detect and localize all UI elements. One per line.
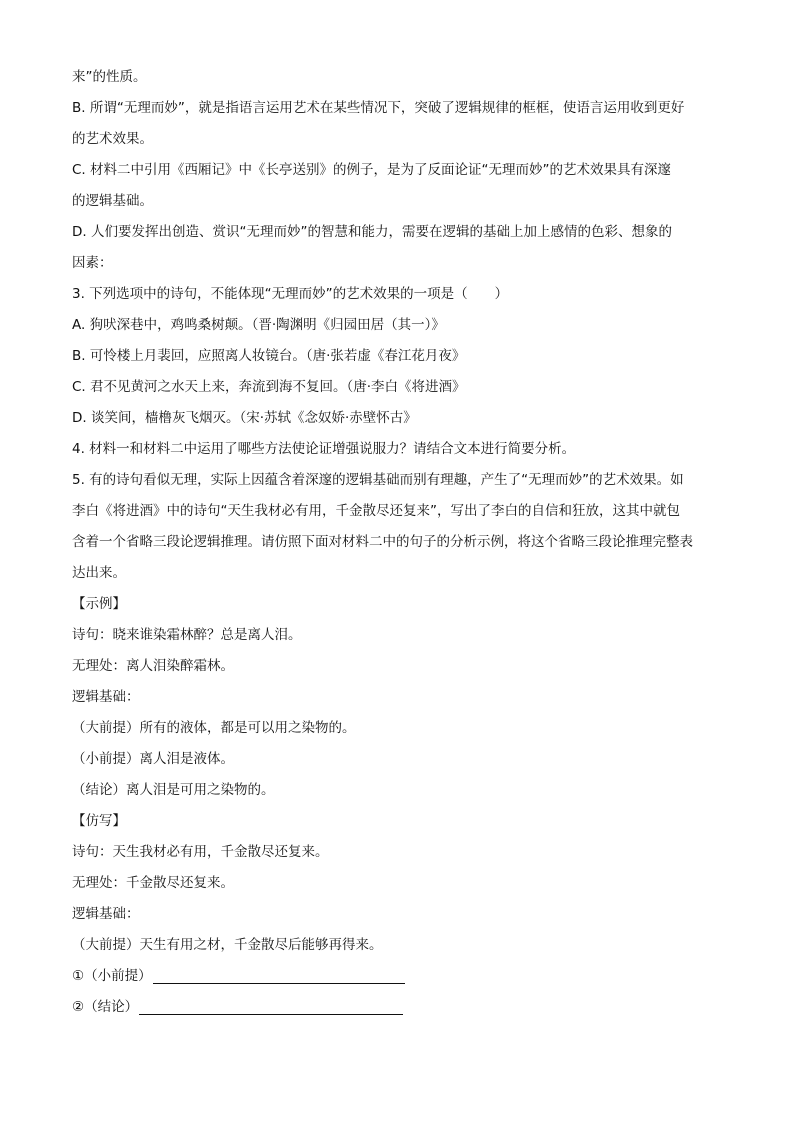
example-conclusion: （结论）离人泪是可用之染物的。	[72, 782, 275, 798]
conclusion-label: ②（结论）	[72, 999, 139, 1015]
minor-premise-blank[interactable]	[153, 966, 405, 984]
example-unreason: 无理处：离人泪染醉霜林。	[72, 658, 234, 674]
example-heading: 【示例】	[72, 596, 126, 612]
example-major-premise: （大前提）所有的液体，都是可以用之染物的。	[72, 720, 356, 736]
example-poem: 诗句：晓来谁染霜林醉？总是离人泪。	[72, 627, 302, 643]
option-b-line: B. 所谓“无理而妙”，就是指语言运用艺术在某些情况下，突破了逻辑规律的框框，使语言运用收到更好	[72, 100, 685, 116]
text-line: 因素：	[72, 255, 113, 271]
question-3-option-b: B. 可怜楼上月裴回，应照离人妆镜台。（唐·张若虚《春江花月夜》	[72, 348, 466, 364]
text-line: 含着一个省略三段论逻辑推理。请仿照下面对材料二中的句子的分析示例，将这个省略三段论推理完整表	[72, 534, 693, 550]
question-4: 4. 材料一和材料二中运用了哪些方法使论证增强说服力？请结合文本进行简要分析。	[72, 441, 576, 457]
example-logic-label: 逻辑基础：	[72, 689, 140, 705]
question-3: 3. 下列选项中的诗句，不能体现“无理而妙”的艺术效果的一项是（ ）	[72, 286, 509, 302]
question-3-option-c: C. 君不见黄河之水天上来，奔流到海不复回。（唐·李白《将进酒》	[72, 379, 466, 395]
text-line: 的逻辑基础。	[72, 193, 153, 209]
conclusion-blank[interactable]	[139, 997, 403, 1015]
text-line: 来”的性质。	[72, 69, 147, 85]
question-3-option-d: D. 谈笑间，樯橹灰飞烟灭。（宋·苏轼《念奴娇·赤壁怀古》	[72, 410, 417, 426]
imitation-poem: 诗句：天生我材必有用，千金散尽还复来。	[72, 844, 329, 860]
minor-premise-answer-line	[72, 961, 722, 992]
imitation-unreason: 无理处：千金散尽还复来。	[72, 875, 234, 891]
text-line: 的艺术效果。	[72, 131, 153, 147]
imitation-heading: 【仿写】	[72, 813, 126, 829]
minor-premise-label: ①（小前提）	[72, 968, 152, 984]
question-5: 5. 有的诗句看似无理，实际上因蕴含着深邃的逻辑基础而别有理趣，产生了“无理而妙”的艺术效果。如	[72, 472, 684, 488]
imitation-logic-label: 逻辑基础：	[72, 906, 140, 922]
imitation-major-premise: （大前提）天生有用之材，千金散尽后能够再得来。	[72, 937, 383, 953]
text-line: 达出来。	[72, 565, 126, 581]
document-page	[72, 62, 722, 1023]
example-minor-premise: （小前提）离人泪是液体。	[72, 751, 234, 767]
question-3-option-a: A. 狗吠深巷中，鸡鸣桑树颠。（晋·陶渊明《归园田居（其一）》	[72, 317, 445, 333]
option-d-line: D. 人们要发挥出创造、赏识“无理而妙”的智慧和能力，需要在逻辑的基础上加上感情的色彩、想象的	[72, 224, 672, 240]
text-line: 李白《将进酒》中的诗句“天生我材必有用，千金散尽还复来”，写出了李白的自信和狂放，这其中就包	[72, 503, 680, 519]
conclusion-answer-line	[72, 992, 722, 1023]
option-c-line: C. 材料二中引用《西厢记》中《长亭送别》的例子，是为了反面论证“无理而妙”的艺术效果具有深邃	[72, 162, 671, 178]
